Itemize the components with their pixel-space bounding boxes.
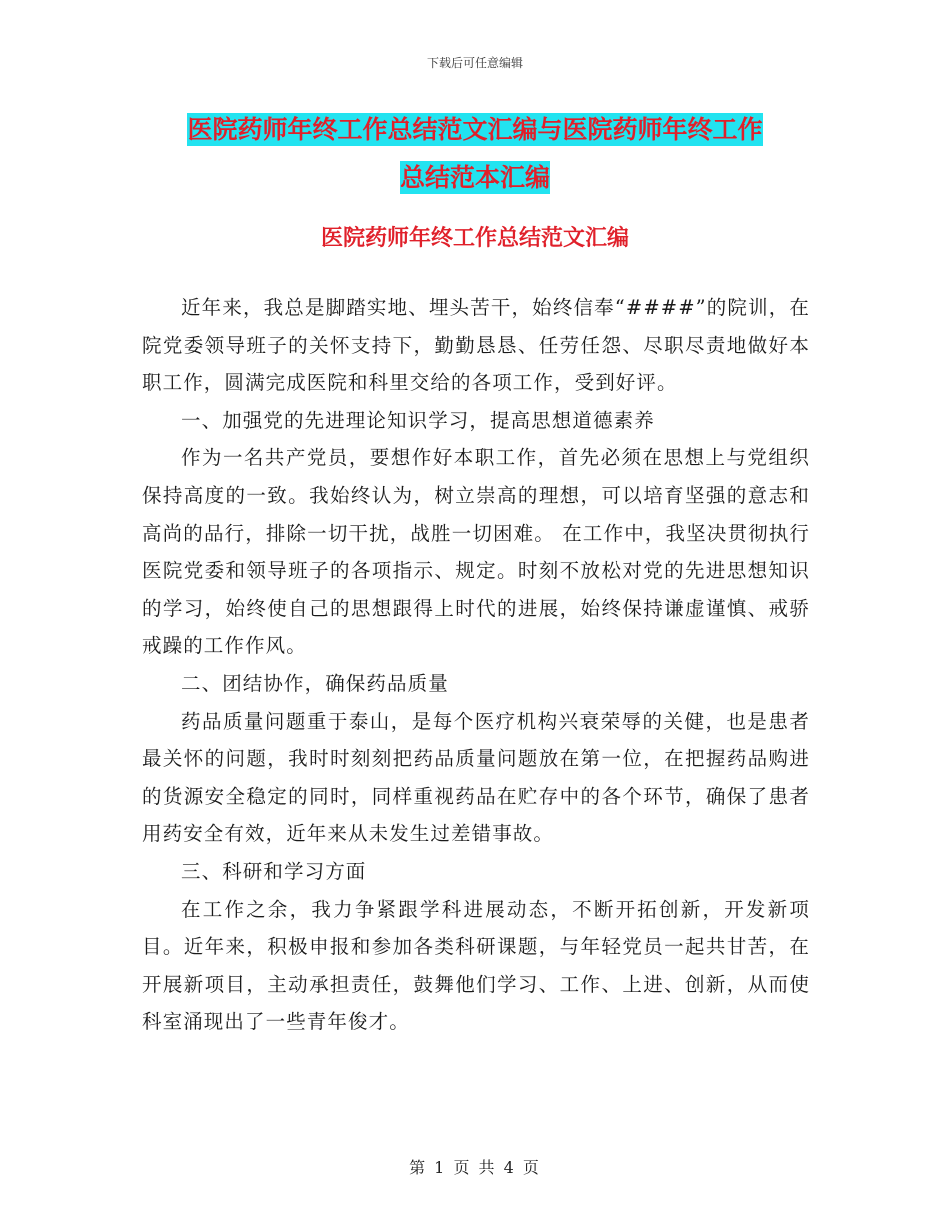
title-line-1: 医院药师年终工作总结范文汇编与医院药师年终工作	[187, 115, 763, 144]
title-line-2: 总结范本汇编	[399, 163, 550, 192]
body-text	[142, 289, 810, 1041]
section-title: 医院药师年终工作总结范文汇编	[320, 226, 629, 251]
heading-three: 三、科研和学习方面	[181, 859, 367, 883]
paragraph-three: 在工作之余，我力争紧跟学科进展动态，不断开拓创新，开发新项目。近年来，积极申报和参加各类科研课题，与年轻党员一起共甘苦，在开展新项目，主动承担责任，鼓舞他们学习、工作、上进、创新，从而使科室涌现出了一些青年俊才。	[142, 897, 810, 1034]
document-title	[140, 106, 810, 202]
page-footer: 第 1 页 共 4 页	[409, 1158, 541, 1177]
heading-two: 二、团结协作，确保药品质量	[181, 671, 449, 695]
heading-one: 一、加强党的先进理论知识学习，提高思想道德素养	[181, 408, 655, 432]
paragraph-two: 药品质量问题重于泰山，是每个医疗机构兴衰荣辱的关健，也是患者最关怀的问题，我时时刻刻把药品质量问题放在第一位，在把握药品购进的货源安全稳定的同时，同样重视药品在贮存中的各个环节，确保了患者用药安全有效，近年来从未发生过差错事故。	[142, 709, 810, 846]
paragraph-one: 作为一名共产党员，要想作好本职工作，首先必须在思想上与党组织保持高度的一致。我始终认为，树立崇高的理想，可以培育坚强的意志和高尚的品行，排除一切干扰，战胜一切困难。 在工作中，我坚决贯彻执行医院党委和领导班子的各项指示、规定。时刻不放松对党的先进思想知识的学习，始终使自己的思想跟得上时代的进展，始终保持谦虚谨慎、戒骄戒躁的工作作风。	[142, 446, 810, 658]
paragraph-intro: 近年来，我总是脚踏实地、埋头苦干，始终信奉“####”的院训，在院党委领导班子的关怀支持下，勤勤恳恳、任劳任怨、尽职尽责地做好本职工作，圆满完成医院和科里交给的各项工作，受到好评。	[142, 296, 810, 395]
header-note: 下载后可任意编辑	[426, 56, 523, 70]
